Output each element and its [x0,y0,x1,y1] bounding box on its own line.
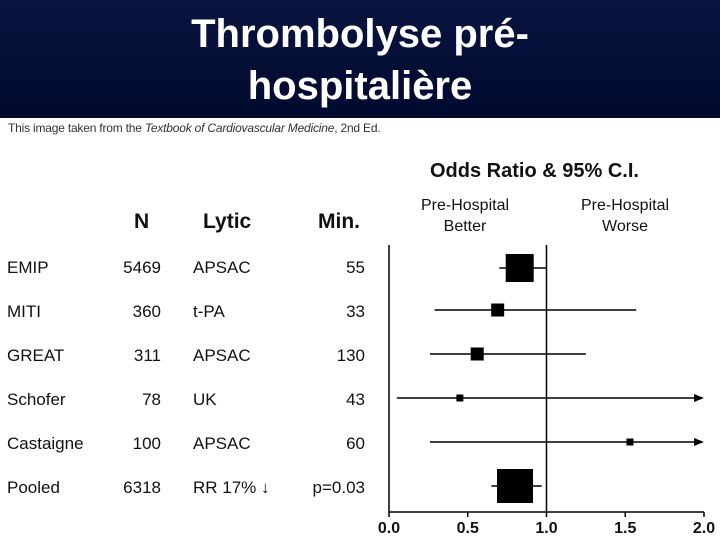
x-tick-label-4: 2.0 [692,520,716,537]
title-line-2: hospitalière [247,64,473,108]
col-header-lytic: Lytic [203,210,252,233]
study-lytic-4: APSAC [193,434,251,453]
or-marker-1 [491,304,504,317]
study-lytic-3: UK [193,390,217,409]
col-header-n: N [134,210,150,233]
study-min-2: 130 [336,346,365,365]
study-name-0: EMIP [7,258,49,277]
ci-arrow-3 [694,394,704,402]
source-suffix: , 2nd Ed. [334,121,381,135]
right-label-line-1: Pre-Hospital [580,197,670,214]
study-n-5: 6318 [123,478,161,497]
study-min-4: 60 [346,434,365,453]
or-marker-5 [497,469,533,503]
x-tick-label-2: 1.0 [535,520,558,537]
study-n-4: 100 [132,434,161,453]
ci-arrow-4 [694,438,704,446]
x-tick-label-0: 0.0 [377,520,401,537]
left-label-line-1: Pre-Hospital [420,197,510,214]
study-lytic-5: RR 17% ↓ [193,478,270,497]
study-name-5: Pooled [7,478,60,497]
x-tick-label-3: 1.5 [614,520,637,537]
right-label-line-2: Worse [602,218,648,235]
study-name-4: Castaigne [7,434,84,453]
study-lytic-1: t-PA [193,302,225,321]
study-n-1: 360 [132,302,161,321]
or-marker-3 [456,395,463,402]
or-marker-0 [506,254,534,282]
study-min-1: 33 [346,302,365,321]
source-prefix: This image taken from the [8,121,145,135]
col-header-min: Min. [318,210,360,233]
study-n-3: 78 [142,390,161,409]
study-n-2: 311 [133,346,161,365]
study-n-0: 5469 [123,258,161,277]
title-line-1: Thrombolyse pré- [191,12,529,56]
study-lytic-0: APSAC [193,258,251,277]
left-label-line-2: Better [443,218,487,235]
chart-title: Odds Ratio & 95% C.I. [430,160,639,182]
study-lytic-2: APSAC [193,346,251,365]
or-marker-4 [626,439,633,446]
study-min-3: 43 [346,390,365,409]
study-min-0: 55 [346,258,365,277]
study-name-3: Schofer [7,390,66,409]
or-marker-2 [471,348,484,361]
study-min-5: p=0.03 [312,478,365,497]
x-tick-label-1: 0.5 [456,520,479,537]
source-book: Textbook of Cardiovascular Medicine [144,121,335,135]
study-name-1: MITI [7,302,41,321]
study-name-2: GREAT [7,346,65,365]
